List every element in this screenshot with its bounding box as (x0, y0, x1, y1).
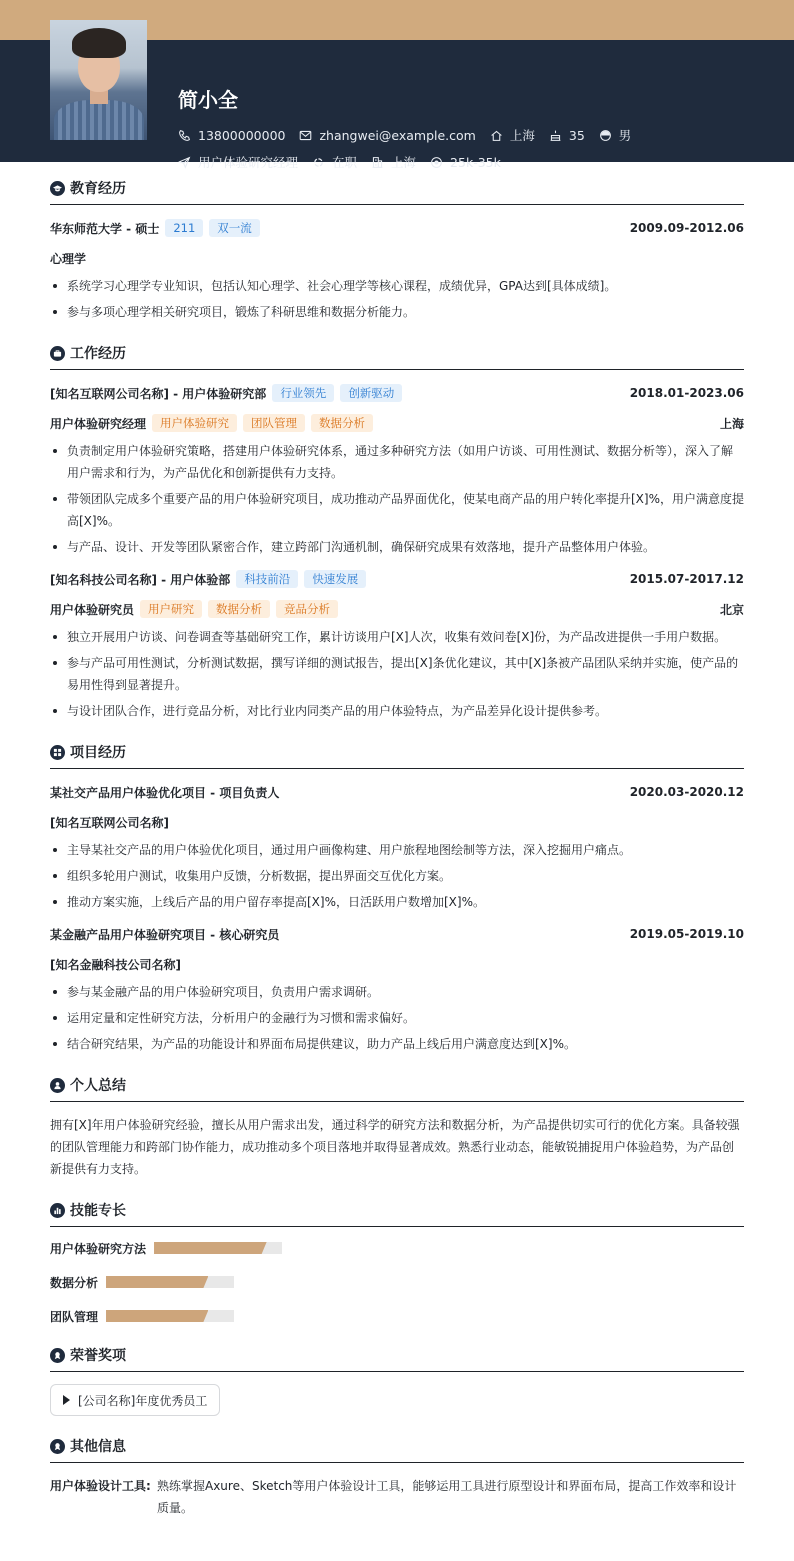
list-item: 参与产品可用性测试，分析测试数据，撰写详细的测试报告，提出[X]条优化建议，其中[X]条被产品团队采纳并实施，使产品的易用性得到显著提升。 (50, 652, 744, 696)
work-section (50, 343, 744, 722)
company-name: [知名互联网公司名称] - 用户体验研究部 (50, 386, 267, 401)
skill-name: 数据分析 (50, 1275, 99, 1290)
work-entry (50, 382, 744, 558)
person-icon (599, 129, 612, 142)
contact-row (178, 126, 631, 144)
project-org-row (50, 953, 744, 975)
award-icon (50, 1348, 65, 1363)
project-bullets (50, 981, 744, 1055)
major-name: 心理学 (50, 251, 87, 266)
role-tag: 用户体验研究 (152, 414, 237, 432)
skill-list (50, 1239, 744, 1325)
awards-header (50, 1345, 744, 1372)
project-entry (50, 781, 744, 913)
project-date: 2019.05-2019.10 (629, 927, 744, 941)
project-bullets (50, 839, 744, 913)
job-date: 2018.01-2023.06 (629, 386, 744, 400)
awards-section (50, 1345, 744, 1416)
list-item: 参与多项心理学相关研究项目，锻炼了科研思维和数据分析能力。 (50, 301, 744, 323)
role-name: 用户体验研究经理 (50, 416, 147, 431)
other-text: 熟练掌握Axure、Sketch等用户体验设计工具，能够运用工具进行原型设计和界面布局，提高工作效率和设计质量。 (157, 1479, 737, 1515)
sync-icon (312, 156, 325, 169)
role-tag: 用户研究 (140, 600, 202, 618)
company-tag: 创新驱动 (340, 384, 402, 402)
other-item (50, 1475, 744, 1519)
list-item: 负责制定用户体验研究策略，搭建用户体验研究体系，通过多种研究方法（如用户访谈、可用性测试、数据分析等），深入了解用户需求和行为，为产品优化和创新提供有力支持。 (50, 440, 744, 484)
skill-item (50, 1239, 403, 1257)
section-title: 项目经历 (70, 745, 126, 761)
work-header (50, 343, 744, 370)
location-item: 上海 (490, 126, 535, 144)
job-city: 上海 (719, 416, 744, 431)
education-section (50, 178, 744, 323)
job-date: 2015.07-2017.12 (629, 572, 744, 586)
phone-item: 13800000000 (178, 128, 285, 143)
other-label: 用户体验设计工具: (50, 1479, 151, 1493)
other-section (50, 1436, 744, 1519)
list-item: 独立开展用户访谈、问卷调查等基础研究工作，累计访谈用户[X]人次，收集有效问卷[X]份，为产品改进提供一手用户数据。 (50, 626, 744, 648)
list-item: 参与某金融产品的用户体验研究项目，负责用户需求调研。 (50, 981, 744, 1003)
job-intent-row (178, 153, 501, 171)
list-item: 推动方案实施，上线后产品的用户留存率提高[X]%，日活跃用户数增加[X]%。 (50, 891, 744, 913)
coin-icon (430, 156, 443, 169)
skill-bar (154, 1242, 282, 1254)
list-item: 组织多轮用户测试，收集用户反馈，分析数据，提出界面交互优化方案。 (50, 865, 744, 887)
summary-header (50, 1075, 744, 1102)
briefcase-icon (50, 346, 65, 361)
skill-name: 团队管理 (50, 1309, 99, 1324)
project-row (50, 923, 744, 945)
project-entry (50, 923, 744, 1055)
bar-chart-icon (50, 1203, 65, 1218)
education-row (50, 217, 744, 239)
other-header (50, 1436, 744, 1463)
project-row (50, 781, 744, 803)
skill-item (50, 1273, 403, 1291)
role-row (50, 412, 744, 434)
education-date: 2009.09-2012.06 (629, 221, 744, 235)
projects-header (50, 742, 744, 769)
phone-icon (178, 129, 191, 142)
work-entry (50, 568, 744, 722)
send-icon (178, 156, 191, 169)
section-title: 其他信息 (70, 1439, 126, 1455)
skill-fill (106, 1310, 208, 1322)
user-icon (50, 1078, 65, 1093)
major-row (50, 247, 744, 269)
grid-icon (50, 745, 65, 760)
company-row (50, 568, 744, 590)
role-tag: 数据分析 (208, 600, 270, 618)
list-item: 与产品、设计、开发等团队紧密合作，建立跨部门沟通机制，确保研究成果有效落地，提升产品整体用户体验。 (50, 536, 744, 558)
skills-header (50, 1200, 744, 1227)
project-name: 某社交产品用户体验优化项目 - 项目负责人 (50, 785, 280, 800)
home-icon (490, 129, 503, 142)
list-item: 运用定量和定性研究方法，分析用户的金融行为习惯和需求偏好。 (50, 1007, 744, 1029)
status-item: 在职 (312, 153, 357, 171)
section-title: 教育经历 (70, 181, 126, 197)
skill-bar (106, 1310, 234, 1322)
skill-fill (106, 1276, 208, 1288)
award-icon (50, 1439, 65, 1454)
school-tag: 双一流 (209, 219, 260, 237)
role-tag: 竞品分析 (276, 600, 338, 618)
target-city-item: 上海 (371, 153, 416, 171)
project-org-row (50, 811, 744, 833)
skill-item (50, 1307, 403, 1325)
list-item: 主导某社交产品的用户体验优化项目，通过用户画像构建、用户旅程地图绘制等方法，深入挖掘用户痛点。 (50, 839, 744, 861)
age-item: 35 (549, 128, 585, 143)
company-tag: 行业领先 (272, 384, 334, 402)
section-title: 技能专长 (70, 1203, 126, 1219)
resume-body (50, 178, 744, 1539)
project-date: 2020.03-2020.12 (629, 785, 744, 799)
list-item: 系统学习心理学专业知识，包括认知心理学、社会心理学等核心课程，成绩优异，GPA达到[具体成绩]。 (50, 275, 744, 297)
skill-bar (106, 1276, 234, 1288)
list-item: 与设计团队合作，进行竞品分析，对比行业内同类产品的用户体验特点，为产品差异化设计提供参考。 (50, 700, 744, 722)
school-tag: 211 (165, 219, 203, 237)
award-name: [公司名称]年度优秀员工 (78, 1393, 208, 1408)
project-org: [知名互联网公司名称] (50, 815, 169, 830)
summary-section (50, 1075, 744, 1180)
company-name: [知名科技公司名称] - 用户体验部 (50, 572, 231, 587)
candidate-name: 简小全 (178, 88, 238, 112)
gender-item: 男 (599, 126, 632, 144)
job-city: 北京 (719, 602, 744, 617)
cake-icon (549, 129, 562, 142)
list-item: 带领团队完成多个重要产品的用户体验研究项目，成功推动产品界面优化，使某电商产品的用户转化率提升[X]%，用户满意度提高[X]%。 (50, 488, 744, 532)
award-item[interactable] (50, 1384, 220, 1416)
job-bullets (50, 626, 744, 722)
graduation-cap-icon (50, 181, 65, 196)
email-item: zhangwei@example.com (299, 128, 475, 143)
projects-section (50, 742, 744, 1055)
project-name: 某金融产品用户体验研究项目 - 核心研究员 (50, 927, 280, 942)
skill-fill (154, 1242, 267, 1254)
project-org: [知名金融科技公司名称] (50, 957, 181, 972)
profile-photo (50, 20, 147, 140)
education-header (50, 178, 744, 205)
skill-name: 用户体验研究方法 (50, 1241, 147, 1256)
education-bullets (50, 275, 744, 323)
role-tag: 团队管理 (243, 414, 305, 432)
list-item: 结合研究结果，为产品的功能设计和界面布局提供建议，助力产品上线后用户满意度达到[X]%。 (50, 1033, 744, 1055)
section-title: 个人总结 (70, 1078, 126, 1094)
skills-section (50, 1200, 744, 1325)
role-tag: 数据分析 (311, 414, 373, 432)
school-name: 华东师范大学 - 硕士 (50, 221, 160, 236)
company-row (50, 382, 744, 404)
section-title: 工作经历 (70, 346, 126, 362)
building-icon (371, 156, 384, 169)
position-item: 用户体验研究经理 (178, 153, 298, 171)
job-bullets (50, 440, 744, 558)
salary-item: 25k-35k (430, 155, 501, 170)
company-tag: 科技前沿 (236, 570, 298, 588)
section-title: 荣誉奖项 (70, 1348, 126, 1364)
role-name: 用户体验研究员 (50, 602, 135, 617)
summary-text: 拥有[X]年用户体验研究经验，擅长从用户需求出发，通过科学的研究方法和数据分析，为产品提供切实可行的优化方案。具备较强的团队管理能力和跨部门协作能力，成功推动多个项目落地并取得显著成效。熟悉行业动态，能敏锐捕捉用户体验趋势，为产品创新提供有力支持。 (50, 1118, 740, 1176)
mail-icon (299, 129, 312, 142)
play-icon (63, 1395, 70, 1405)
company-tag: 快速发展 (304, 570, 366, 588)
role-row (50, 598, 744, 620)
